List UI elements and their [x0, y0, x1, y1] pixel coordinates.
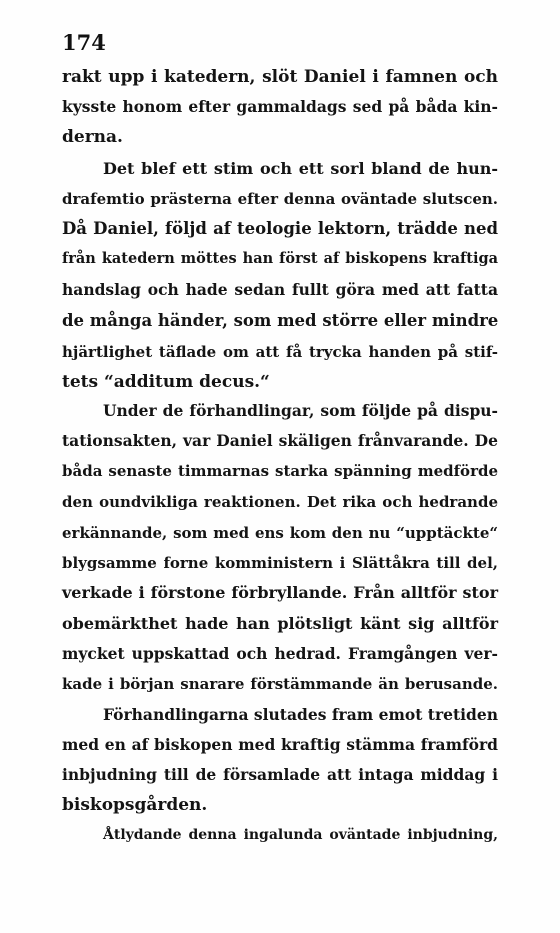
text-line: verkade i förstone förbryllande. Från alltför stor — [62, 583, 498, 602]
text-line: Då Daniel, följd af teologie lektorn, trädde ned — [62, 219, 498, 238]
text-line: tationsakten, var Daniel skäligen frånvarande. De — [62, 431, 498, 450]
text-line: hjärtlighet täflade om att få trycka handen på stif- — [62, 343, 498, 361]
text-line: från katedern möttes han först af biskopens kraftiga — [62, 250, 498, 267]
text-line: de många händer, som med större eller mindre — [62, 311, 499, 330]
text-line: blygsamme forne komministern i Slättåkra till del, — [62, 554, 498, 572]
text-line: Det blef ett stim och ett sorl bland de hun- — [103, 159, 498, 178]
text-line: Åtlydande denna ingalunda oväntade inbjudning, — [103, 827, 498, 843]
text-line: biskopsgården. — [62, 795, 208, 815]
text-line: kade i början snarare förstämmande än berusande. — [62, 675, 498, 693]
text-line: båda senaste timmarnas starka spänning medförde — [62, 462, 498, 480]
page-number: 174 — [62, 30, 106, 55]
text-line: drafemtio prästerna efter denna oväntade slutscen. — [62, 190, 498, 208]
text-line: tets “additum decus.“ — [62, 372, 270, 392]
text-line: erkännande, som med ens kom den nu “upptäckte“ — [62, 524, 498, 542]
text-line: handslag och hade sedan fullt göra med att fatta — [62, 280, 498, 299]
text-line: rakt upp i katedern, slöt Daniel i famnen och — [62, 67, 498, 87]
text-line: derna. — [62, 127, 123, 147]
text-line: Förhandlingarna slutades fram emot tretiden — [103, 705, 498, 724]
text-line: obemärkthet hade han plötsligt känt sig alltför — [62, 614, 498, 633]
text-line: mycket uppskattad och hedrad. Framgången ver- — [62, 644, 498, 663]
text-line: den oundvikliga reaktionen. Det rika och hedrande — [62, 493, 498, 511]
text-line: Under de förhandlingar, som följde på dispu- — [103, 401, 498, 420]
text-line: med en af biskopen med kraftig stämma framförd — [62, 735, 498, 754]
text-line: inbjudning till de församlade att intaga middag i — [62, 765, 498, 784]
text-line: kysste honom efter gammaldags sed på båda kin- — [62, 97, 498, 116]
